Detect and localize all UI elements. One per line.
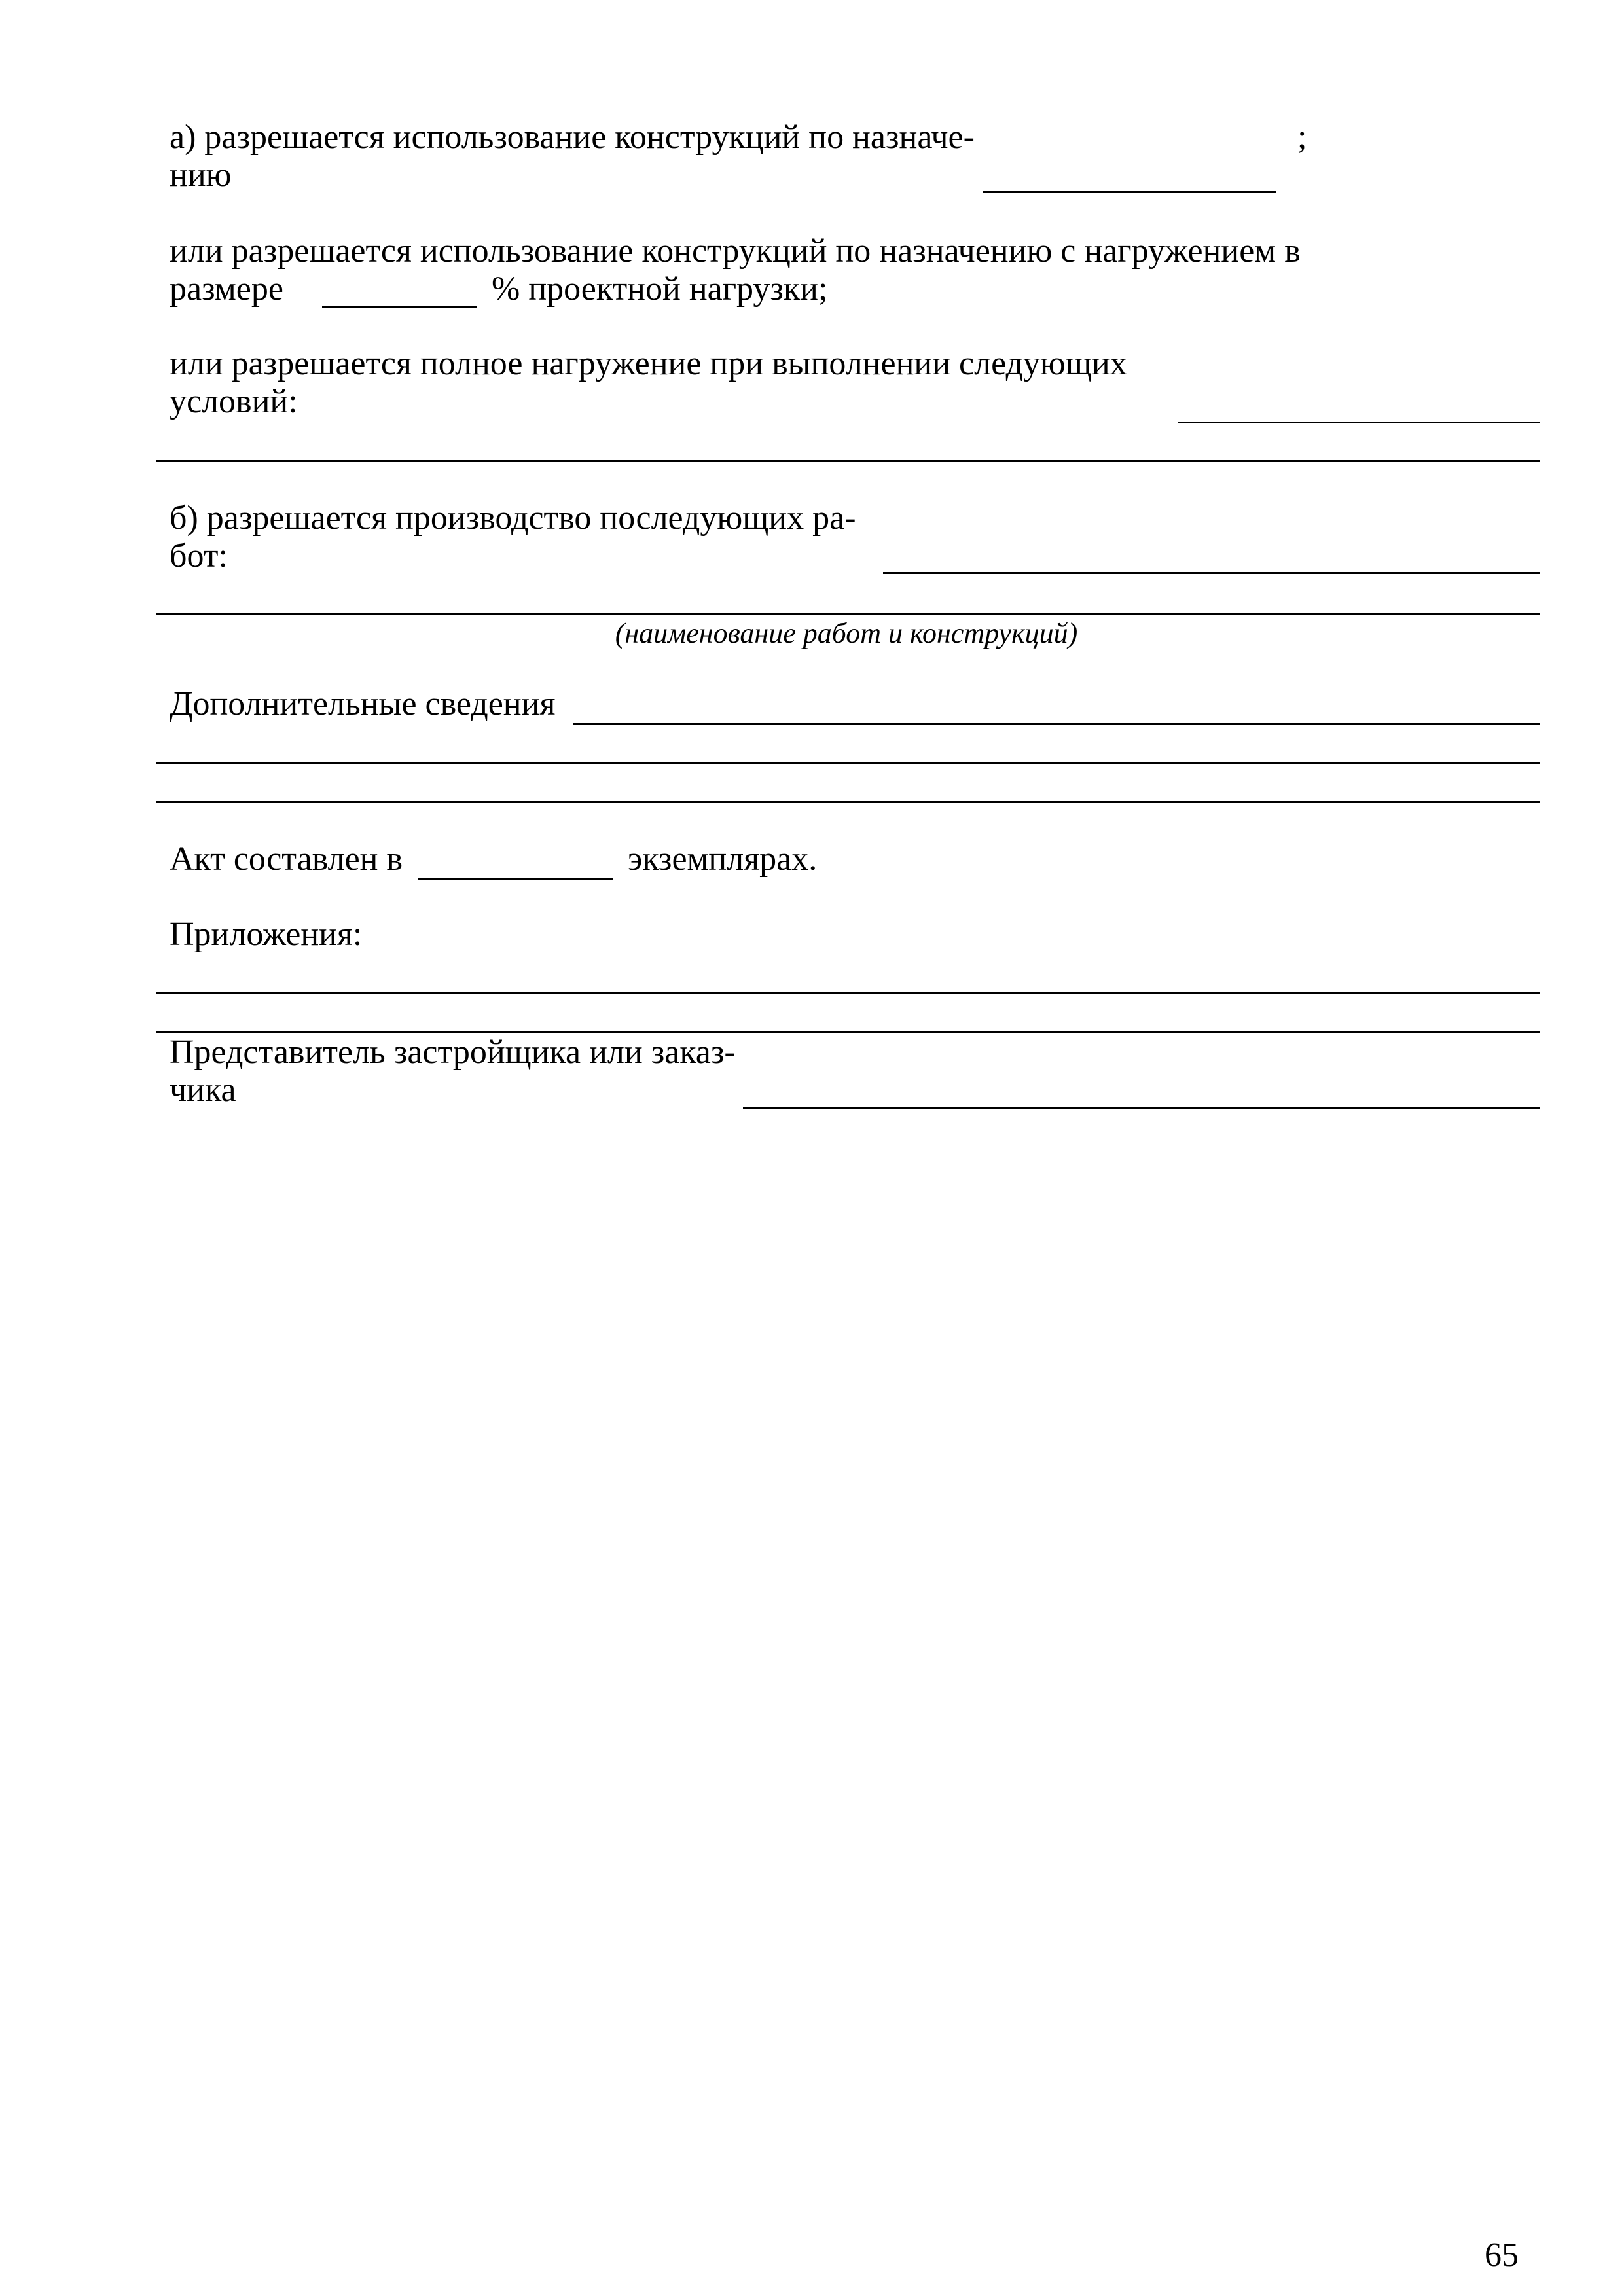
copies-prefix: Акт составлен в	[170, 840, 403, 878]
section-a-text: а) разрешается использование конструкций по назначе-	[170, 118, 975, 156]
section-b-text-cont: бот:	[170, 537, 228, 575]
additional-blank[interactable]	[573, 723, 1540, 725]
alt2-text-cont: условий:	[170, 383, 298, 420]
alt1-suffix: % проектной нагрузки;	[492, 270, 828, 308]
alt1-prefix: размере	[170, 270, 283, 308]
additional-label: Дополнительные сведения	[170, 685, 556, 723]
additional-blank-2[interactable]	[156, 762, 1540, 764]
representative-label-cont: чика	[170, 1071, 236, 1109]
copies-blank[interactable]	[418, 878, 613, 880]
alt2-text: или разрешается полное нагружение при выполнении следующих	[170, 345, 1127, 382]
conditions-blank[interactable]	[1178, 422, 1540, 423]
load-percent-blank[interactable]	[322, 306, 477, 308]
representative-label: Представитель застройщика или заказ-	[170, 1033, 736, 1071]
semicolon: ;	[1297, 118, 1307, 156]
works-caption: (наименование работ и конструкций)	[615, 617, 1078, 649]
works-blank[interactable]	[883, 572, 1540, 574]
representative-blank[interactable]	[743, 1107, 1540, 1109]
attachments-blank[interactable]	[156, 992, 1540, 994]
alt1-text: или разрешается использование конструкций по назначению с нагружением в	[170, 232, 1301, 270]
page-number: 65	[1485, 2236, 1519, 2274]
conditions-blank-2[interactable]	[156, 460, 1540, 462]
additional-blank-3[interactable]	[156, 801, 1540, 803]
copies-suffix: экземплярах.	[628, 840, 818, 878]
attachments-label: Приложения:	[170, 916, 363, 953]
section-a-blank[interactable]	[983, 191, 1276, 193]
section-a-text-cont: нию	[170, 156, 232, 194]
works-blank-2[interactable]	[156, 613, 1540, 615]
section-b-text: б) разрешается производство последующих ра-	[170, 499, 856, 537]
